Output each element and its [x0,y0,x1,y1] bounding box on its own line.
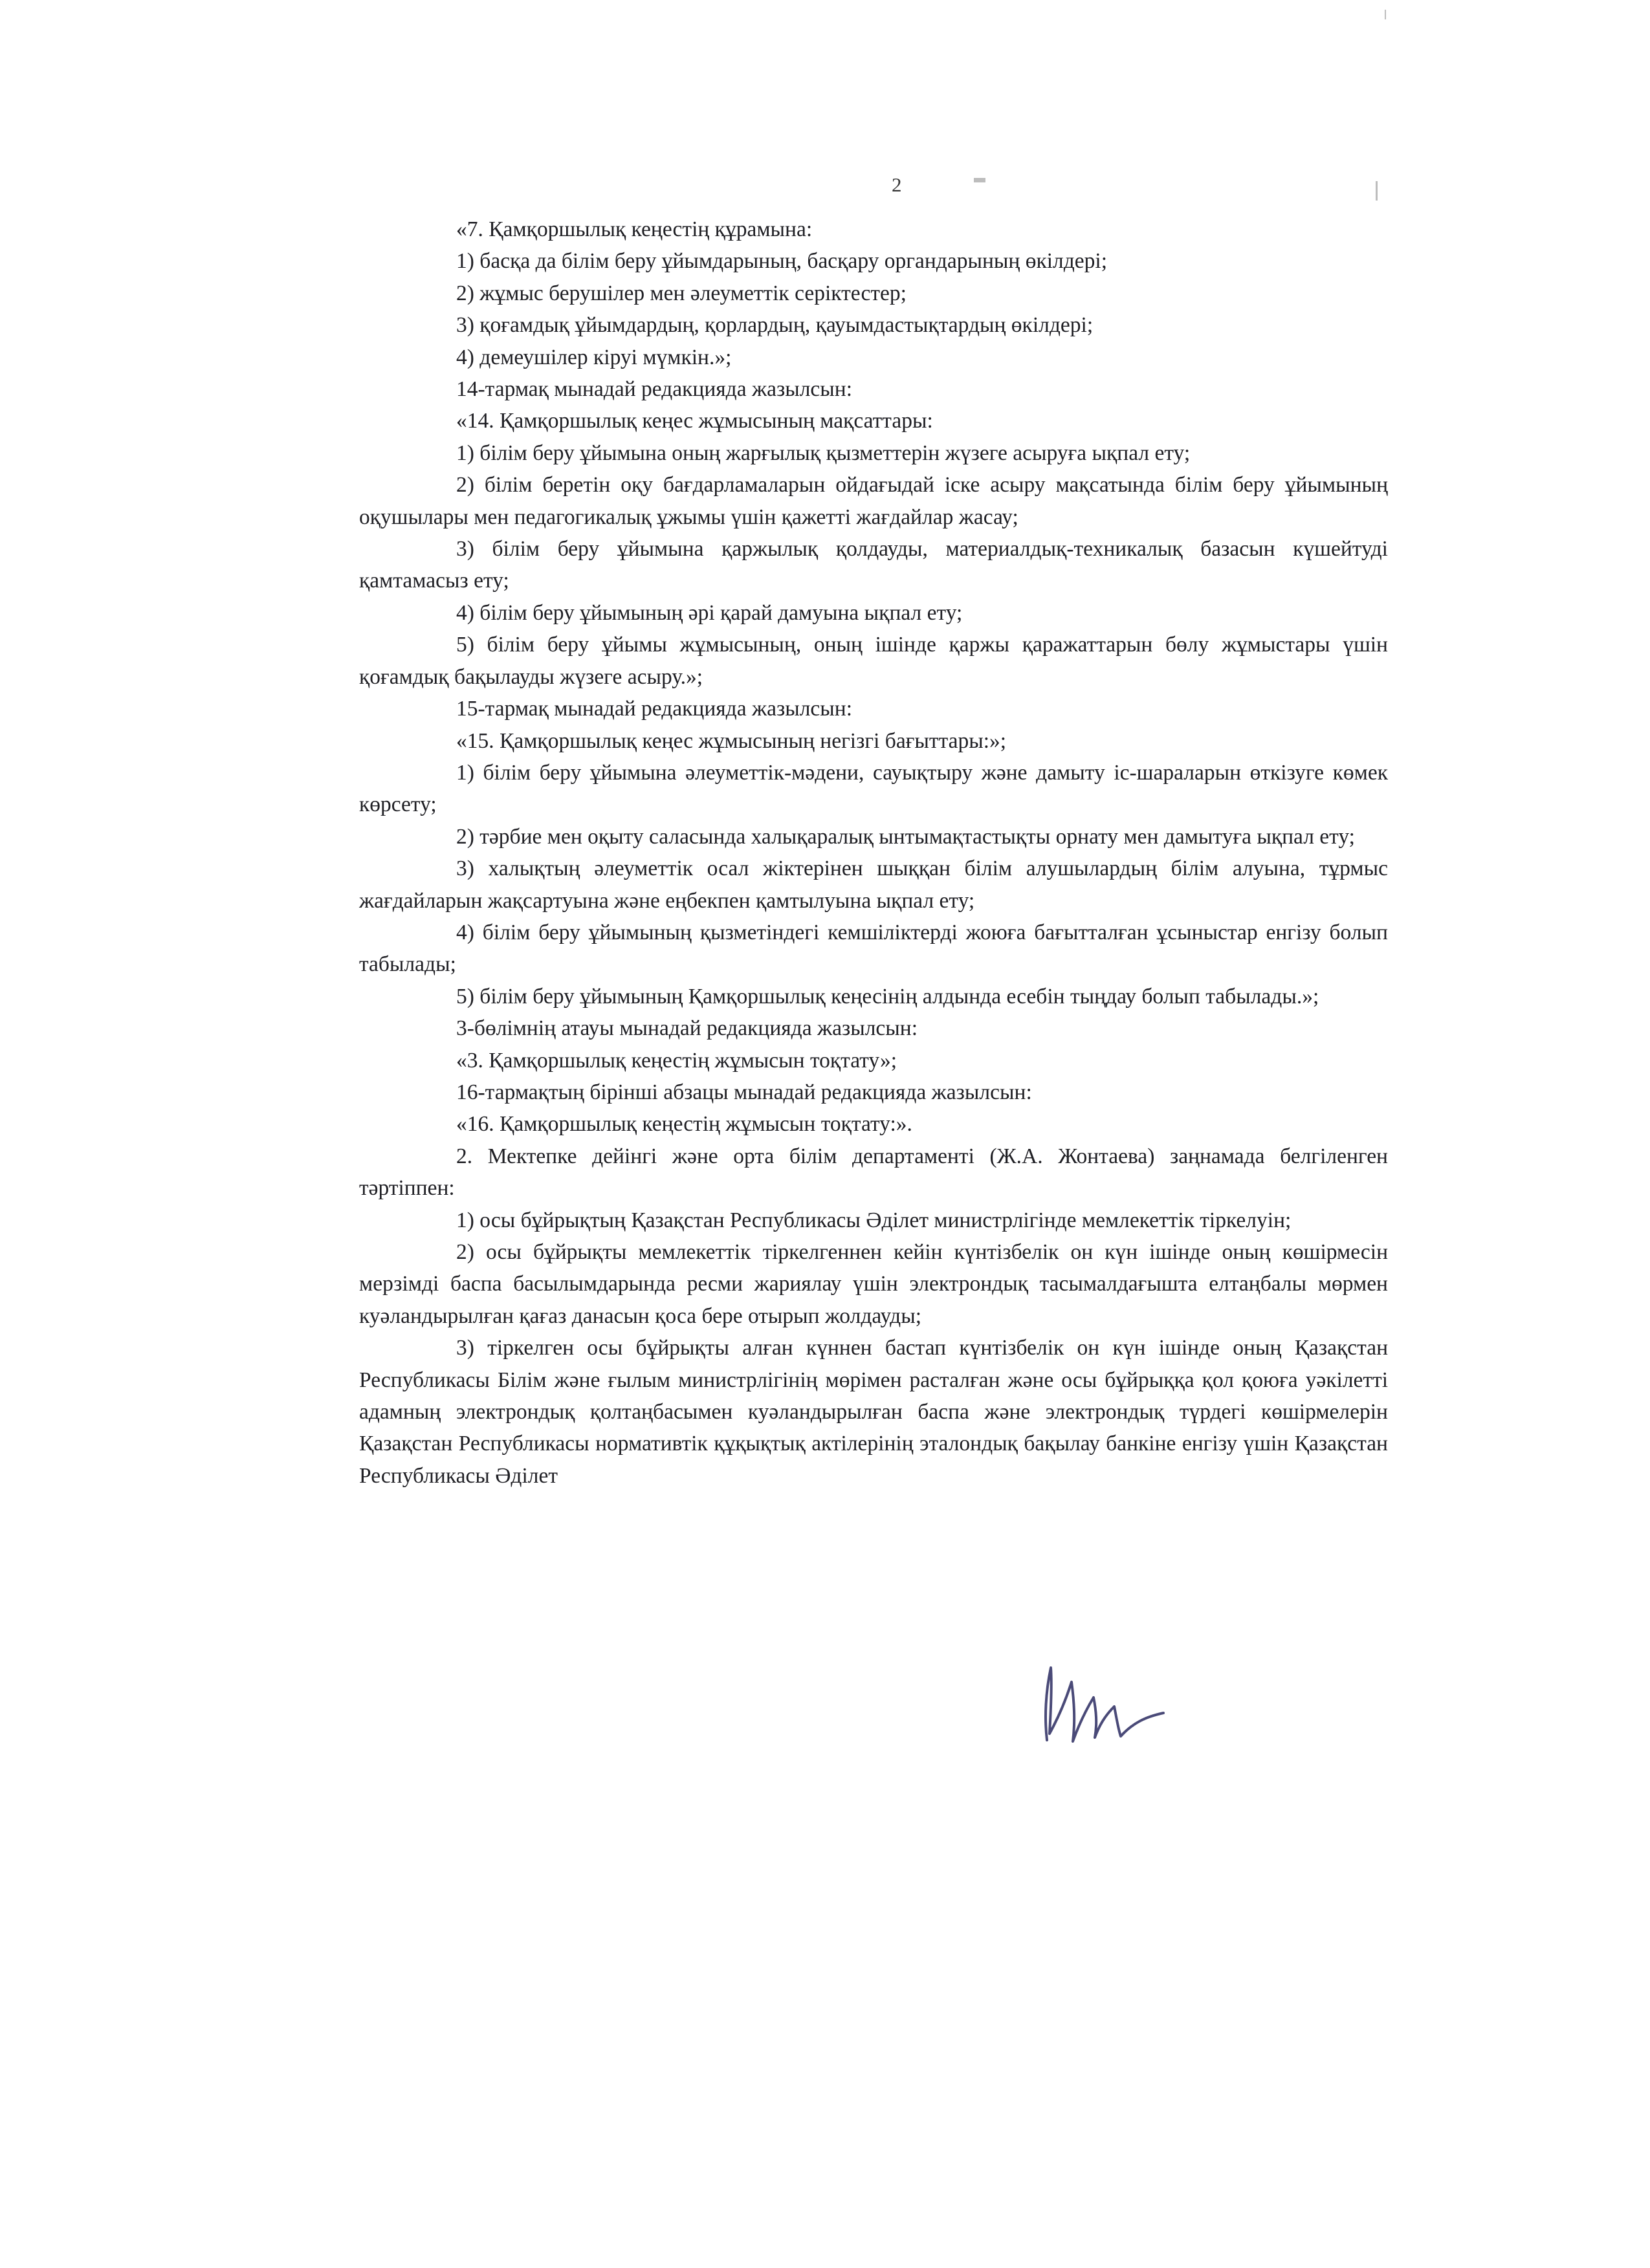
paragraph: 3) білім беру ұйымына қаржылық қолдауды, материалдық-техникалық базасын күшейтуді қамтамасыз ету; [359,537,1388,593]
document-body [359,213,1388,1492]
paragraph: 1) осы бұйрықтың Қазақстан Республикасы Әділет министрлігінде мемлекеттік тіркелуін; [456,1208,1292,1232]
paragraph: 3) халықтың әлеуметтік осал жіктерінен шыққан білім алушылардың білім алуына, тұрмыс жағдайларын жақсартуына және еңбекпен қамтылуына ықпал ету; [359,856,1388,913]
paragraph: 15-тармақ мынадай редакцияда жазылсын: [456,697,853,721]
paragraph: «15. Қамқоршылық кеңес жұмысының негізгі бағыттары:»; [456,728,1007,753]
paragraph: 3) тіркелген осы бұйрықты алған күннен бастап күнтізбелік он күн ішінде оның Қазақстан Республикасы Білім және ғылым министрлігінің мөрімен расталған және осы бұйрыққа қол қоюға уәкілетті адамның электрондық қолтаңбасымен куәландырылған баспа және электрондық түрдегі көшірмелерін Қазақстан Республикасы нормативтік құқықтық актілерінің эталондық бақылау банкіне енгізу үшін Қазақстан Республикасы Әділет [359,1336,1388,1488]
paragraph: «3. Қамқоршылық кеңестің жұмысын тоқтату»; [456,1048,897,1073]
paragraph: 5) білім беру ұйымының Қамқоршылық кеңесінің алдында есебін тыңдау болып табылады.»; [456,984,1319,1009]
page-number: 2 [892,173,902,196]
paragraph: 14-тармақ мынадай редакцияда жазылсын: [456,377,853,402]
paragraph: 3) қоғамдық ұйымдардың, қорлардың, қауымдастықтардың өкілдері; [456,313,1094,338]
paragraph: 1) білім беру ұйымына әлеуметтік-мәдени, сауықтыру және дамыту іс-шараларын өткізуге көмек көрсету; [359,760,1388,817]
scan-speck [974,178,985,182]
paragraph: 2. Мектепке дейінгі және орта білім департаменті (Ж.А. Жонтаева) заңнамада белгіленген тәртіппен: [359,1144,1388,1201]
paragraph: «14. Қамқоршылық кеңес жұмысының мақсаттары: [456,409,933,433]
paragraph: 2) жұмыс берушілер мен әлеуметтік серіктестер; [456,281,907,305]
paragraph: 3-бөлімнің атауы мынадай редакцияда жазылсын: [456,1016,918,1041]
scan-speck [1376,181,1378,201]
paragraph: 5) білім беру ұйымы жұмысының, оның ішінде қаржы қаражаттарын бөлу жұмыстары үшін қоғамдық бақылауды жүзеге асыру.»; [359,633,1388,689]
paragraph: 2) осы бұйрықты мемлекеттік тіркелгеннен кейін күнтізбелік он күн ішінде оның көшірмесін мерзімді баспа басылымдарында ресми жариялау үшін электрондық тасымалдағышта елтаңбалы мөрмен куәландырылған қағаз данасын қоса бере отырып жолдауды; [359,1240,1388,1328]
paragraph: «7. Қамқоршылық кеңестің құрамына: [456,217,813,241]
handwritten-signature-icon [1035,1656,1171,1753]
paragraph: 1) білім беру ұйымына оның жарғылық қызметтерін жүзеге асыруға ықпал ету; [456,441,1191,465]
scan-speck [1385,10,1386,19]
paragraph: 16-тармақтың бірінші абзацы мынадай редакцияда жазылсын: [456,1080,1032,1104]
paragraph: 4) білім беру ұйымының қызметіндегі кемшіліктерді жоюға бағытталған ұсыныстар енгізу болып табылады; [359,920,1388,977]
paragraph: 4) білім беру ұйымының әрі қарай дамуына ықпал ету; [456,600,963,625]
paragraph: «16. Қамқоршылық кеңестің жұмысын тоқтату:». [456,1112,912,1137]
paragraph: 1) басқа да білім беру ұйымдарының, басқару органдарының өкілдері; [456,249,1108,274]
paragraph: 2) тәрбие мен оқыту саласында халықаралық ынтымақтастықты орнату мен дамытуға ықпал ету; [456,824,1355,849]
paragraph: 4) демеушілер кіруі мүмкін.»; [456,345,732,369]
paragraph: 2) білім беретін оқу бағдарламаларын ойдағыдай іске асыру мақсатында білім беру ұйымының оқушылары мен педагогикалық ұжымы үшін қажетті жағдайлар жасау; [359,473,1388,529]
